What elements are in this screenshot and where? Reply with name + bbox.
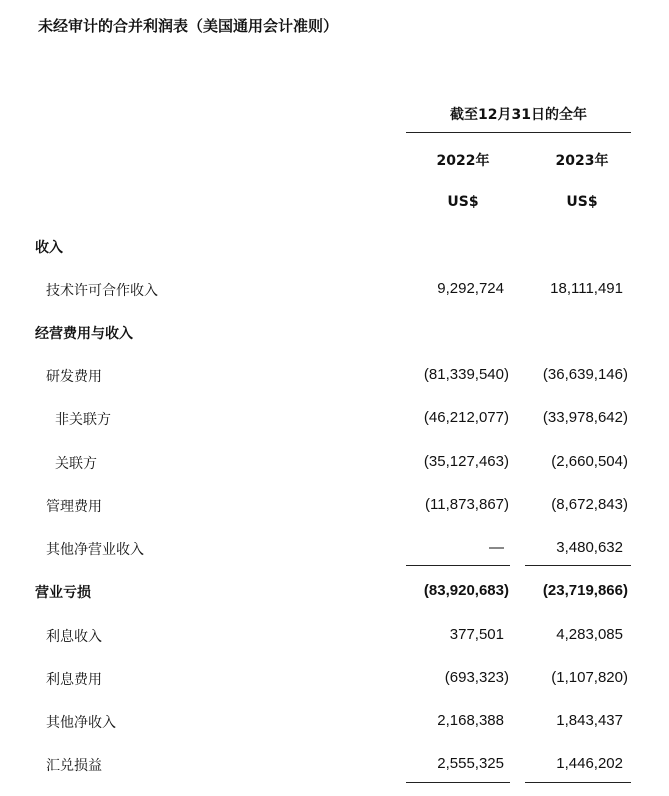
value-2022: (693,323) xyxy=(444,669,509,686)
value-2022: 2,168,388 xyxy=(437,712,504,729)
row-label: 利息收入 xyxy=(46,629,102,645)
year-header-2022: 2022年 xyxy=(436,153,490,169)
value-2023: 3,480,632 xyxy=(556,539,623,556)
bottom-rule-2022 xyxy=(406,782,510,783)
value-2022: — xyxy=(489,539,504,556)
table-row xyxy=(0,755,669,775)
value-2023: (8,672,843) xyxy=(551,496,628,513)
row-label: 收入 xyxy=(35,240,63,256)
subtotal-rule-2022 xyxy=(406,565,510,566)
value-2022: 9,292,724 xyxy=(437,280,504,297)
value-2023: 1,446,202 xyxy=(556,755,623,772)
value-2022: (46,212,077) xyxy=(423,409,509,426)
value-2023: 1,843,437 xyxy=(556,712,623,729)
table-row xyxy=(0,626,669,646)
row-label: 其他净营业收入 xyxy=(46,542,144,558)
period-underline xyxy=(406,132,631,133)
value-2023: (33,978,642) xyxy=(542,409,628,426)
value-2023: (23,719,866) xyxy=(542,582,628,599)
row-label: 利息费用 xyxy=(46,672,102,688)
table-row xyxy=(0,366,669,386)
statement-title: 未经审计的合并利润表（美国通用会计准则） xyxy=(38,17,339,35)
row-label: 研发费用 xyxy=(46,369,102,385)
row-label: 关联方 xyxy=(55,456,97,472)
row-label: 管理费用 xyxy=(46,499,102,515)
table-row xyxy=(0,409,669,429)
row-label: 汇兑损益 xyxy=(46,758,102,774)
value-2023: 4,283,085 xyxy=(556,626,623,643)
value-2023: (2,660,504) xyxy=(551,453,628,470)
table-row xyxy=(0,539,669,559)
table-row xyxy=(0,280,669,300)
period-header: 截至12月31日的全年 xyxy=(450,107,587,123)
year-header-2023: 2023年 xyxy=(555,153,609,169)
row-label: 营业亏损 xyxy=(35,585,91,601)
value-2022: (81,339,540) xyxy=(423,366,509,383)
currency-header-2023: US$ xyxy=(566,194,598,210)
value-2022: 2,555,325 xyxy=(437,755,504,772)
value-2023: (1,107,820) xyxy=(551,669,628,686)
value-2023: 18,111,491 xyxy=(550,280,623,297)
value-2023: (36,639,146) xyxy=(542,366,628,383)
value-2022: (83,920,683) xyxy=(423,582,509,599)
row-label: 其他净收入 xyxy=(46,715,116,731)
table-row xyxy=(0,496,669,516)
row-label: 技术许可合作收入 xyxy=(46,283,158,299)
table-row xyxy=(0,237,669,257)
value-2022: (35,127,463) xyxy=(423,453,509,470)
currency-header-2022: US$ xyxy=(447,194,479,210)
table-row xyxy=(0,669,669,689)
value-2022: 377,501 xyxy=(449,626,504,643)
value-2022: (11,873,867) xyxy=(425,496,509,513)
table-row xyxy=(0,323,669,343)
subtotal-rule-2023 xyxy=(525,565,631,566)
bottom-rule-2023 xyxy=(525,782,631,783)
table-row xyxy=(0,453,669,473)
table-row xyxy=(0,582,669,602)
row-label: 非关联方 xyxy=(55,412,111,428)
row-label: 经营费用与收入 xyxy=(35,326,133,342)
table-row xyxy=(0,712,669,732)
